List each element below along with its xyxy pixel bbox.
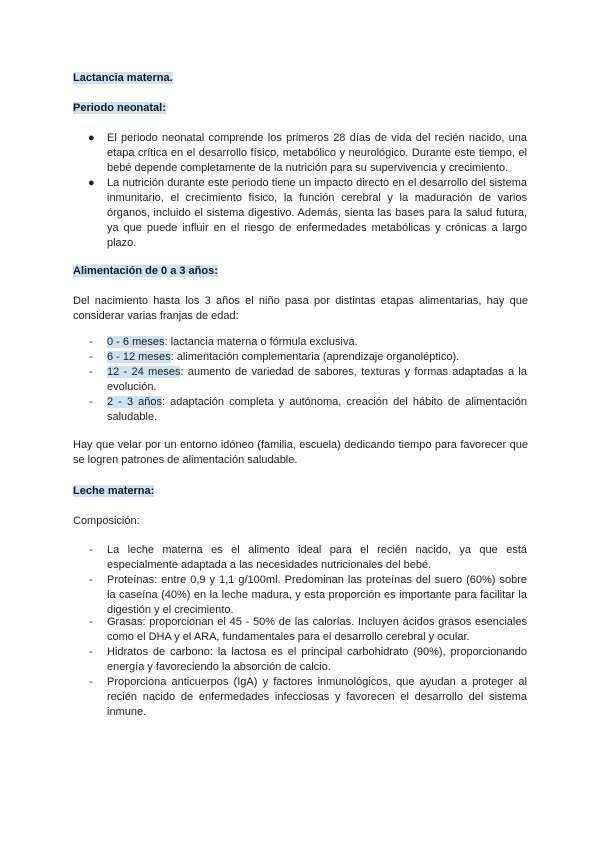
section-heading-neonatal (73, 101, 166, 116)
age-range-text: : alimentación complementaria (aprendizaje organoléptico). (170, 351, 460, 363)
dash-marker: - (89, 616, 93, 628)
alimentacion-closing: Hay que velar por un entorno idóneo (familia, escuela) dedicando tiempo para favorecer que se logren patrones de alimentación saludable. (73, 439, 528, 466)
neonatal-bullet-1: El periodo neonatal comprende los primeros 28 días de vida del recién nacido, una etapa crítica en el desarrollo físico, metabólico y neurológico. Durante este tiempo, el bebé depende completamente de la nutrición para su supervivencia y crecimiento. (107, 132, 527, 174)
dash-marker: - (89, 574, 93, 586)
dash-marker: - (89, 544, 93, 556)
age-range-item (107, 365, 527, 395)
neonatal-bullet-2: La nutrición durante este periodo tiene un impacto directo en el desarrollo del sistema inmunitario, el crecimiento físico, la función cerebral y la maduración de varios órganos, incluido el sistema digestivo. Además, sienta las bases para la salud futura, ya que puede influir en el riesgo de enfermedades metabólicas y crónicas a largo plazo. (107, 177, 527, 249)
composicion-subheading: Composición: (73, 515, 140, 527)
age-range-text: : aumento de variedad de sabores, texturas y formas adaptadas a la evolución. (107, 366, 527, 393)
composition-item: Proporciona anticuerpos (IgA) y factores inmunológicos, que ayudan a proteger al recién nacido de enfermedades infecciosas y favorecen el desarrollo del sistema inmune. (107, 676, 527, 718)
age-range-text: : adaptación completa y autónoma, creación del hábito de alimentación saludable. (107, 396, 527, 423)
bullet-marker: ● (88, 177, 95, 189)
section-heading-neonatal-text: Periodo neonatal: (73, 102, 166, 114)
document-title-text: Lactancia materna. (73, 72, 173, 84)
section-heading-leche-text: Leche materna: (73, 485, 155, 497)
section-heading-alimentacion-text: Alimentación de 0 a 3 años: (73, 265, 218, 277)
age-range-label: 12 - 24 meses (107, 366, 181, 378)
age-range-label: 2 - 3 años (107, 396, 163, 408)
composition-item: Hidratos de carbono: la lactosa es el principal carbohidrato (90%), proporcionando energía y favoreciendo la absorción de calcio. (107, 646, 527, 673)
age-range-text: : lactancia materna o fórmula exclusiva. (164, 336, 358, 348)
composition-item: Proteínas: entre 0,9 y 1,1 g/100ml. Predominan las proteínas del suero (60%) sobre la caseína (40%) en la leche madura, y esta proporción es importante para facilitar la digestión y el crecimiento. (107, 574, 527, 616)
age-range-label: 0 - 6 meses (107, 336, 165, 348)
alimentacion-intro: Del nacimiento hasta los 3 años el niño pasa por distintas etapas alimentarias, hay que considerar varias franjas de edad: (73, 295, 528, 322)
age-range-item (107, 350, 527, 365)
dash-marker: - (89, 366, 93, 378)
dash-marker: - (89, 676, 93, 688)
bullet-marker: ● (88, 132, 95, 144)
dash-marker: - (89, 646, 93, 658)
dash-marker: - (89, 396, 93, 408)
document-title (73, 71, 173, 86)
section-heading-leche (73, 484, 154, 499)
dash-marker: - (89, 336, 93, 348)
age-range-item (107, 335, 527, 350)
section-heading-alimentacion (73, 264, 218, 279)
composition-item: La leche materna es el alimento ideal para el recién nacido, ya que está especialmente adaptada a las necesidades nutricionales del bebé. (107, 544, 527, 571)
dash-marker: - (89, 351, 93, 363)
composition-item: Grasas: proporcionan el 45 - 50% de las calorías. Incluyen ácidos grasos esenciales como el DHA y el ARA, fundamentales para el desarrollo cerebral y ocular. (107, 616, 527, 643)
age-range-label: 6 - 12 meses (107, 351, 171, 363)
age-range-item (107, 395, 527, 425)
